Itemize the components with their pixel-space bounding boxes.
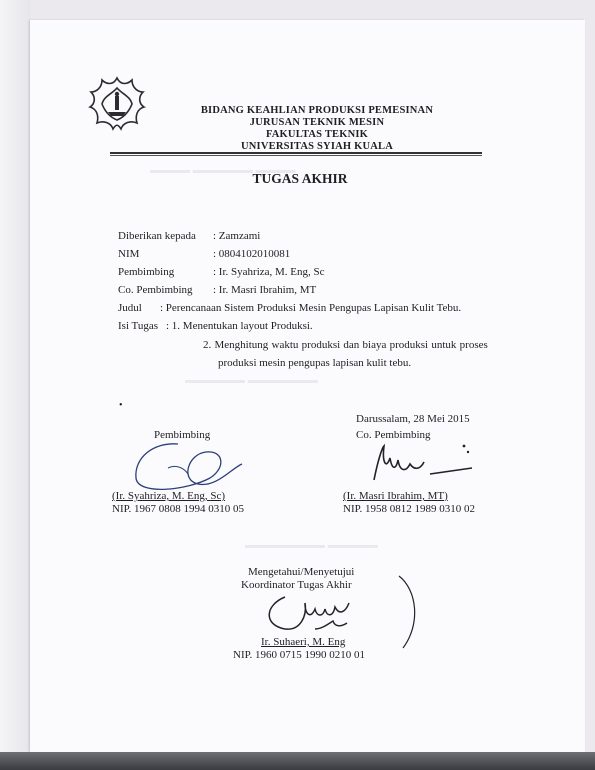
approval-nip: NIP. 1960 0715 1990 0210 01: [233, 649, 366, 661]
field-label-nim: NIM: [118, 248, 140, 260]
right-signature-icon: [368, 440, 478, 490]
field-value-recipient: : Zamzami: [213, 230, 261, 242]
isi-tugas-item-2-line-2: produksi mesin pengupas lapisan kulit tebu.: [218, 357, 412, 369]
field-label-recipient: Diberikan kepada: [118, 230, 196, 242]
left-signature-name: (Ir. Syahriza, M. Eng, Sc): [112, 490, 226, 502]
right-signature-nip: NIP. 1958 0812 1989 0310 02: [343, 503, 476, 515]
header-line-2: JURUSAN TEKNIK MESIN: [249, 117, 385, 128]
bleed-through: ▬▬▬▬▬▬▬▬ ▬▬▬▬▬: [245, 540, 378, 551]
judul-value: : Perencanaan Sistem Produksi Mesin Pengupas Lapisan Kulit Tebu.: [160, 302, 462, 314]
header-line-4: UNIVERSITAS SYIAH KUALA: [240, 141, 394, 152]
place-date: Darussalam, 28 Mei 2015: [356, 413, 470, 425]
field-value-supervisor: : Ir. Syahriza, M. Eng, Sc: [213, 266, 325, 278]
margin-dot: •: [119, 400, 123, 411]
isi-tugas-label: Isi Tugas: [118, 320, 159, 332]
isi-tugas-item-1: : 1. Menentukan layout Produksi.: [166, 320, 313, 332]
right-signature-role: Co. Pembimbing: [356, 429, 431, 441]
left-signature-nip: NIP. 1967 0808 1994 0310 05: [112, 503, 245, 515]
document-title: TUGAS AKHIR: [252, 171, 348, 186]
left-signature-icon: [128, 438, 248, 498]
scan-bottom-edge: [0, 752, 595, 770]
approval-line-1: Mengetahui/Menyetujui: [248, 566, 355, 578]
approval-line-2: Koordinator Tugas Akhir: [241, 579, 352, 591]
header-line-3: FAKULTAS TEKNIK: [265, 129, 369, 140]
field-label-supervisor: Pembimbing: [118, 266, 175, 278]
left-signature-role: Pembimbing: [154, 429, 211, 441]
field-label-co-supervisor: Co. Pembimbing: [118, 284, 193, 296]
field-value-nim: : 0804102010081: [213, 248, 291, 260]
header-rule-thick: [110, 152, 482, 154]
scan-backdrop: [0, 0, 30, 770]
bleed-through: ▬▬▬▬ ▬▬▬▬▬▬ ▬▬▬▬: [150, 165, 296, 176]
header-line-1: BIDANG KEAHLIAN PRODUKSI PEMESINAN: [200, 105, 434, 116]
header-rule-thin: [110, 155, 482, 156]
field-value-co-supervisor: : Ir. Masri Ibrahim, MT: [213, 284, 317, 296]
bracket-mark-icon: [395, 572, 425, 652]
right-signature-name: (Ir. Masri Ibrahim, MT): [343, 490, 448, 502]
judul-label: Judul: [118, 302, 142, 314]
bleed-through: ▬▬▬▬▬▬ ▬▬▬▬▬▬▬: [185, 375, 318, 386]
university-logo-icon: [88, 74, 146, 132]
approval-name: Ir. Suhaeri, M. Eng: [261, 636, 346, 648]
isi-tugas-item-2-line-1: 2. Menghitung waktu produksi dan biaya produksi untuk proses: [203, 339, 488, 351]
